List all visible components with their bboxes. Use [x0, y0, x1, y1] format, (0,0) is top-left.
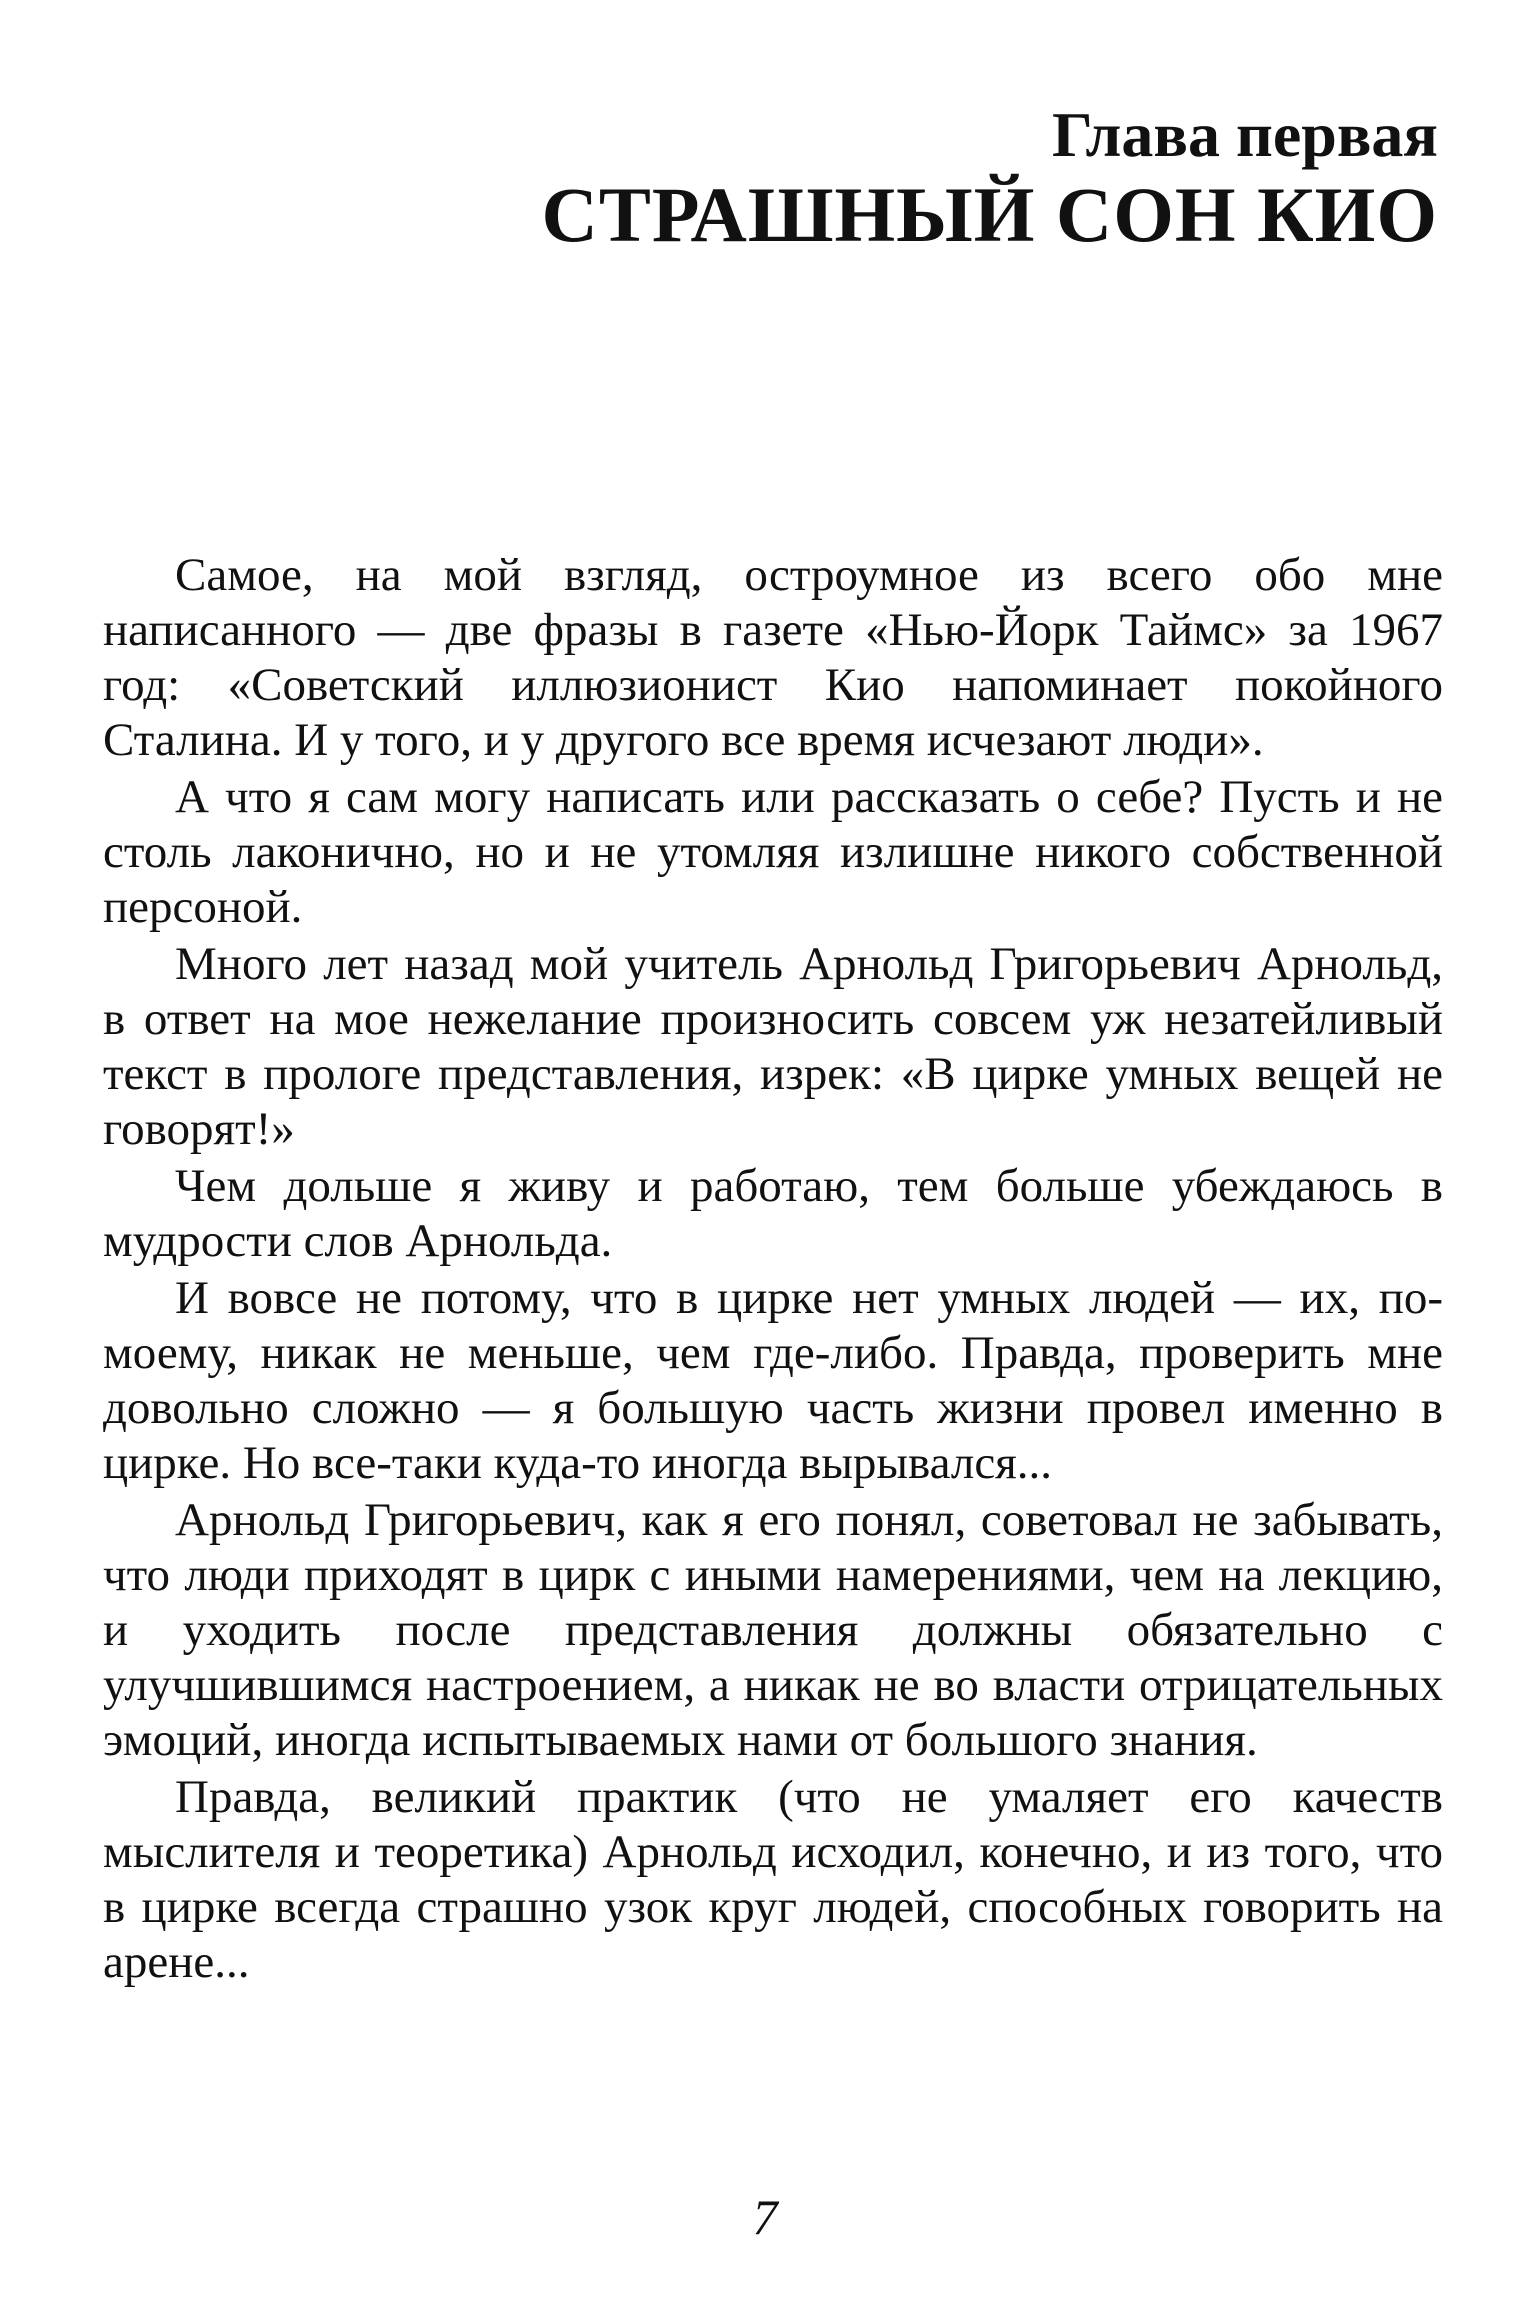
chapter-title: СТРАШНЫЙ СОН КИО — [541, 171, 1438, 259]
paragraph: Правда, великий практик (что не умаляет его качеств мыслителя и теоретика) Арнольд исходил, конечно, и из того, что в цирке всегда страшно узок круг людей, способных говорить на арене... — [103, 1771, 1443, 1988]
paragraph: Много лет назад мой учитель Арнольд Григорьевич Арнольд, в ответ на мое нежелание произносить совсем уж незатейливый текст в прологе представления, изрек: «В цирке умных вещей не говорят!» — [103, 938, 1443, 1155]
paragraph: А что я сам могу написать или рассказать о себе? Пусть и не столь лаконично, но и не утомляя излишне никого собственной персоной. — [103, 771, 1443, 933]
paragraph: Самое, на мой взгляд, остроумное из всего обо мне написанного — две фразы в газете «Нью-Йорк Таймс» за 1967 год: «Советский иллюзионист Кио напоминает покойного Сталина. И у того, и у другого все время исчезают люди». — [103, 549, 1443, 766]
paragraph: И вовсе не потому, что в цирке нет умных людей — их, по-моему, никак не меньше, чем где-либо. Правда, проверить мне довольно сложно — я большую часть жизни провел именно в цирке. Но все-таки куда-то иногда вырывался... — [103, 1272, 1443, 1489]
page-number: 7 — [752, 2189, 778, 2245]
body-text — [103, 548, 1443, 1992]
paragraph: Арнольд Григорьевич, как я его понял, советовал не забывать, что люди приходят в цирк с иными намерениями, чем на лекцию, и уходить после представления должны обязательно с улучшившимся настроением, а никак не во власти отрицательных эмоций, иногда испытываемых нами от большого знания. — [103, 1494, 1443, 1766]
paragraph: Чем дольше я живу и работаю, тем больше убеждаюсь в мудрости слов Арнольда. — [103, 1160, 1443, 1267]
chapter-number: Глава первая — [1051, 99, 1438, 170]
chapter-heading — [541, 100, 1438, 258]
